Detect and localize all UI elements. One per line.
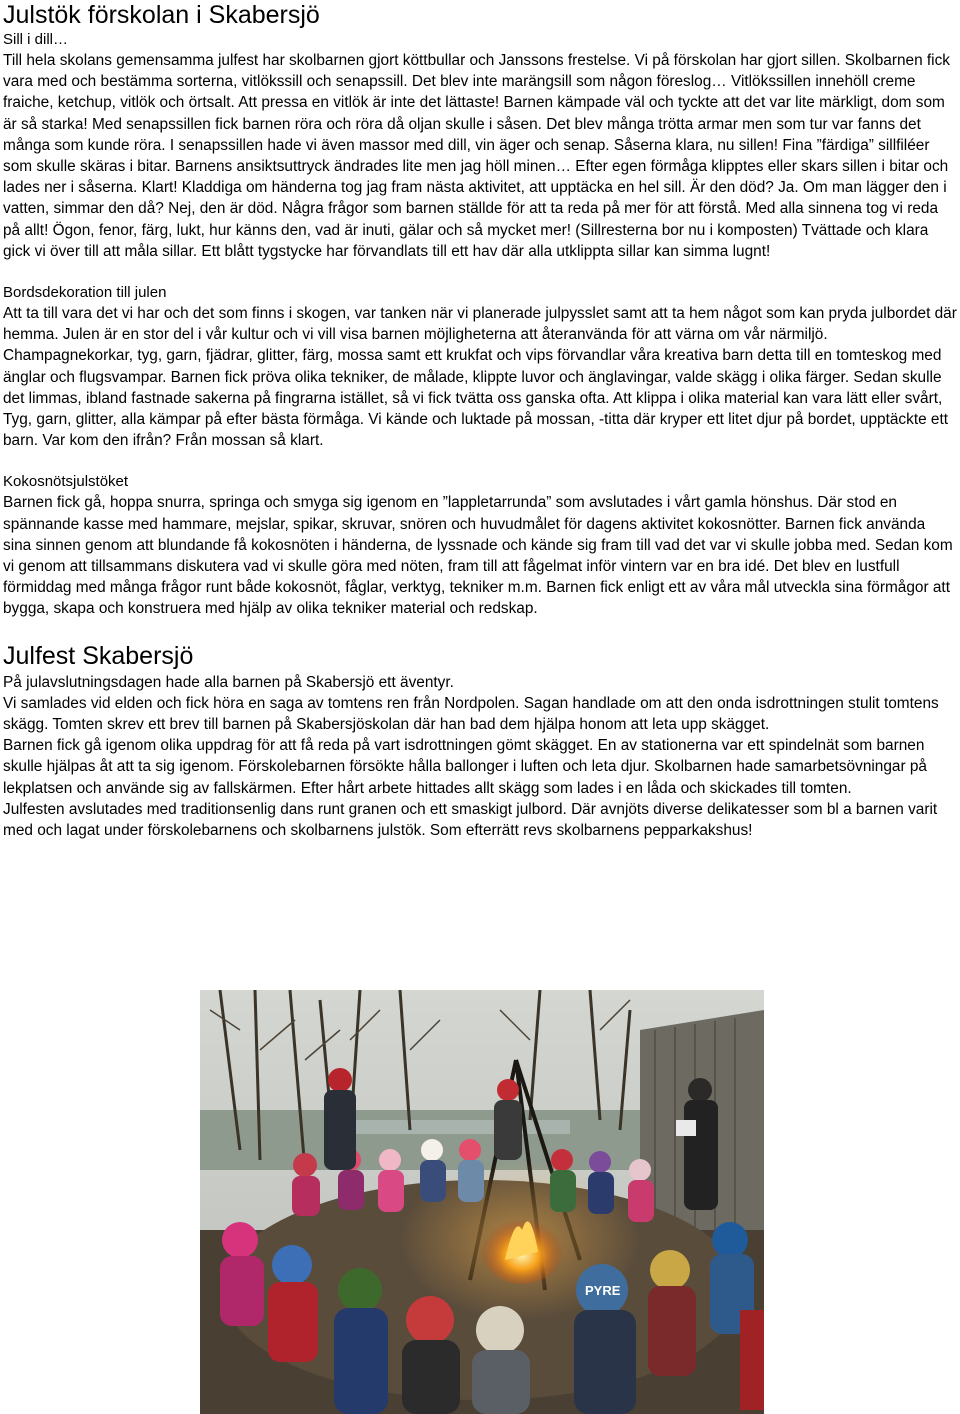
paragraph-sill: Till hela skolans gemensamma julfest har skolbarnen gjort köttbullar och Janssons frestelse. Vi på förskolan har gjort sillen. Skolbarnen fick vara med och bestämma sorterna, vitlökssill och senapssill. Det blev inte marängsill som någon föreslog… Vitlökssillen innehöll creme fraiche, ketchup, vitlök och örtsalt. Att pressa en vitlök är inte det lättaste! Barnen kämpade väl och tyckte att det var lite märkligt, dom som är så starka! Med senapssillen fick barnen röra och röra då oljan skulle i såsen. Det blev många trötta armar men som tur var fanns det många som kunde röra. I senapssillen hade vi även massor med dill, vin äger och senap. Såserna klara, nu sillen! Fina ”färdiga” sillfiléer som skulle skäras i bitar. Barnens ansiktsuttryck ändrades lite men jag höll minen… Efter egen förmåga klipptes eller skars sillen i bitar och lades ner i såserna. Klart! Kladdiga om händerna tog jag fram nästa aktivitet, att upptäcka en hel sill. Är den död? Ja. Om man lägger den i vatten, simmar den då? Nej, den är död. Några frågor som barnen ställde för att ta reda på mer för att förstå. Med alla sinnena tog vi reda på allt! Ögon, fenor, färg, lukt, hur känns den, vad är inuti, gälar och så mycket mer! (Sillresterna bor nu i komposten) Tvättade och klara gick vi över till att måla sillar. Ett blått tygstycke har förvandlats till ett hav där alla utklippta sillar kan simma lugnt! <box>3 52 950 260</box>
hat-lettering: PYRE <box>585 1283 621 1298</box>
heading-kokosnotsjulstoket: Kokosnötsjulstöket <box>3 473 129 491</box>
campfire-photo <box>200 990 764 1414</box>
document-page <box>3 0 957 841</box>
paragraph-bordsdekoration: Att ta till vara det vi har och det som finns i skogen, var tanken när vi planerade julpysslet samt att ta hem något som kan pryda julbordet där hemma. Julen är en stor del i vår kultur och vi vill visa barnen möjligheterna att återanvända för att värna om vår närmiljö. Champagnekorkar, tyg, garn, fjädrar, glitter, färg, mossa samt ett krukfat och vips förvandlar våra kreativa barn detta till en tomteskog med änglar och flugsvampar. Barnen fick pröva olika tekniker, de målade, klippte luvor och änglavingar, valde skägg i olika färger. Sedan skulle det limmas, ibland fastnade sakerna på fingrarna istället, så vi fick tvätta oss ganska ofta. Att klippa i olika material kan vara lätt eller svårt, Tyg, garn, glitter, alla kämpar på efter bästa förmåga. Vi kände och luktade på mossan, -titta där kryper ett litet djur på bordet, upptäckte ett barn. Var kom den ifrån? Från mossan så klart. <box>3 305 957 450</box>
paragraph-kokosnot: Barnen fick gå, hoppa snurra, springa och smyga sig igenom en ”lappletarrunda” som avslutades i vårt gamla hönshus. Där stod en spännande kasse med hammare, mejslar, spikar, skruvar, snören och huvudmålet för dagens aktivitet kokosnötter. Barnen fick använda sina sinnen genom att blundande få kokosnöten i händerna, de lyssnade och kände sig fram till vad det var vi skulle jobba med. Sedan kom vi genom att tillsammans diskutera vad vi skulle göra med nöten, fram till att fågelmat inför vintern var en bra idé. Det blev en lustfull förmiddag med många frågor runt både kokosnöt, fåglar, verktyg, tekniker m.m. Barnen fick enligt ett av våra mål utveckla sina förmågor att bygga, skapa och konstruera med hjälp av olika tekniker material och redskap. <box>3 494 953 618</box>
subheading-sill-i-dill: Sill i dill… <box>3 31 69 48</box>
paragraph-julfest-intro: På julavslutningsdagen hade alla barnen på Skabersjö ett äventyr. <box>3 673 454 691</box>
page-title: Julstök förskolan i Skabersjö <box>3 1 320 29</box>
paragraph-julfest-avslutning: Julfesten avslutades med traditionsenlig dans runt granen och ett smaskigt julbord. Där avnjöts diverse delikatesser som bl a barnen varit med och lagat under förskolebarnens och skolbarnens julstök. Som efterrätt revs skolbarnens pepparkakshus! <box>3 800 938 840</box>
heading-julfest-skabersjo: Julfest Skabersjö <box>3 641 194 670</box>
paragraph-julfest-saga: Vi samlades vid elden och fick höra en saga av tomtens ren från Nordpolen. Sagan handlade om att den onda isdrottningen stulit tomtens skägg. Tomten skrev ett brev till barnen på Skabersjöskolan där han bad dem hjälpa honom att leta upp skägget. <box>3 694 939 734</box>
heading-bordsdekoration: Bordsdekoration till julen <box>3 284 167 302</box>
paragraph-julfest-uppdrag: Barnen fick gå igenom olika uppdrag för att få reda på vart isdrottningen gömt skägget. En av stationerna var ett spindelnät som barnen skulle hjälpas åt att ta sig igenom. Förskolebarnen försökte hålla ballonger i luften och leta djur. Skolbarnen hade samarbetsövningar på lekplatsen och använde sig av fallskärmen. Efter hårt arbete hittades allt skägg som lades i en låda och skickades till tomten. <box>3 737 927 797</box>
